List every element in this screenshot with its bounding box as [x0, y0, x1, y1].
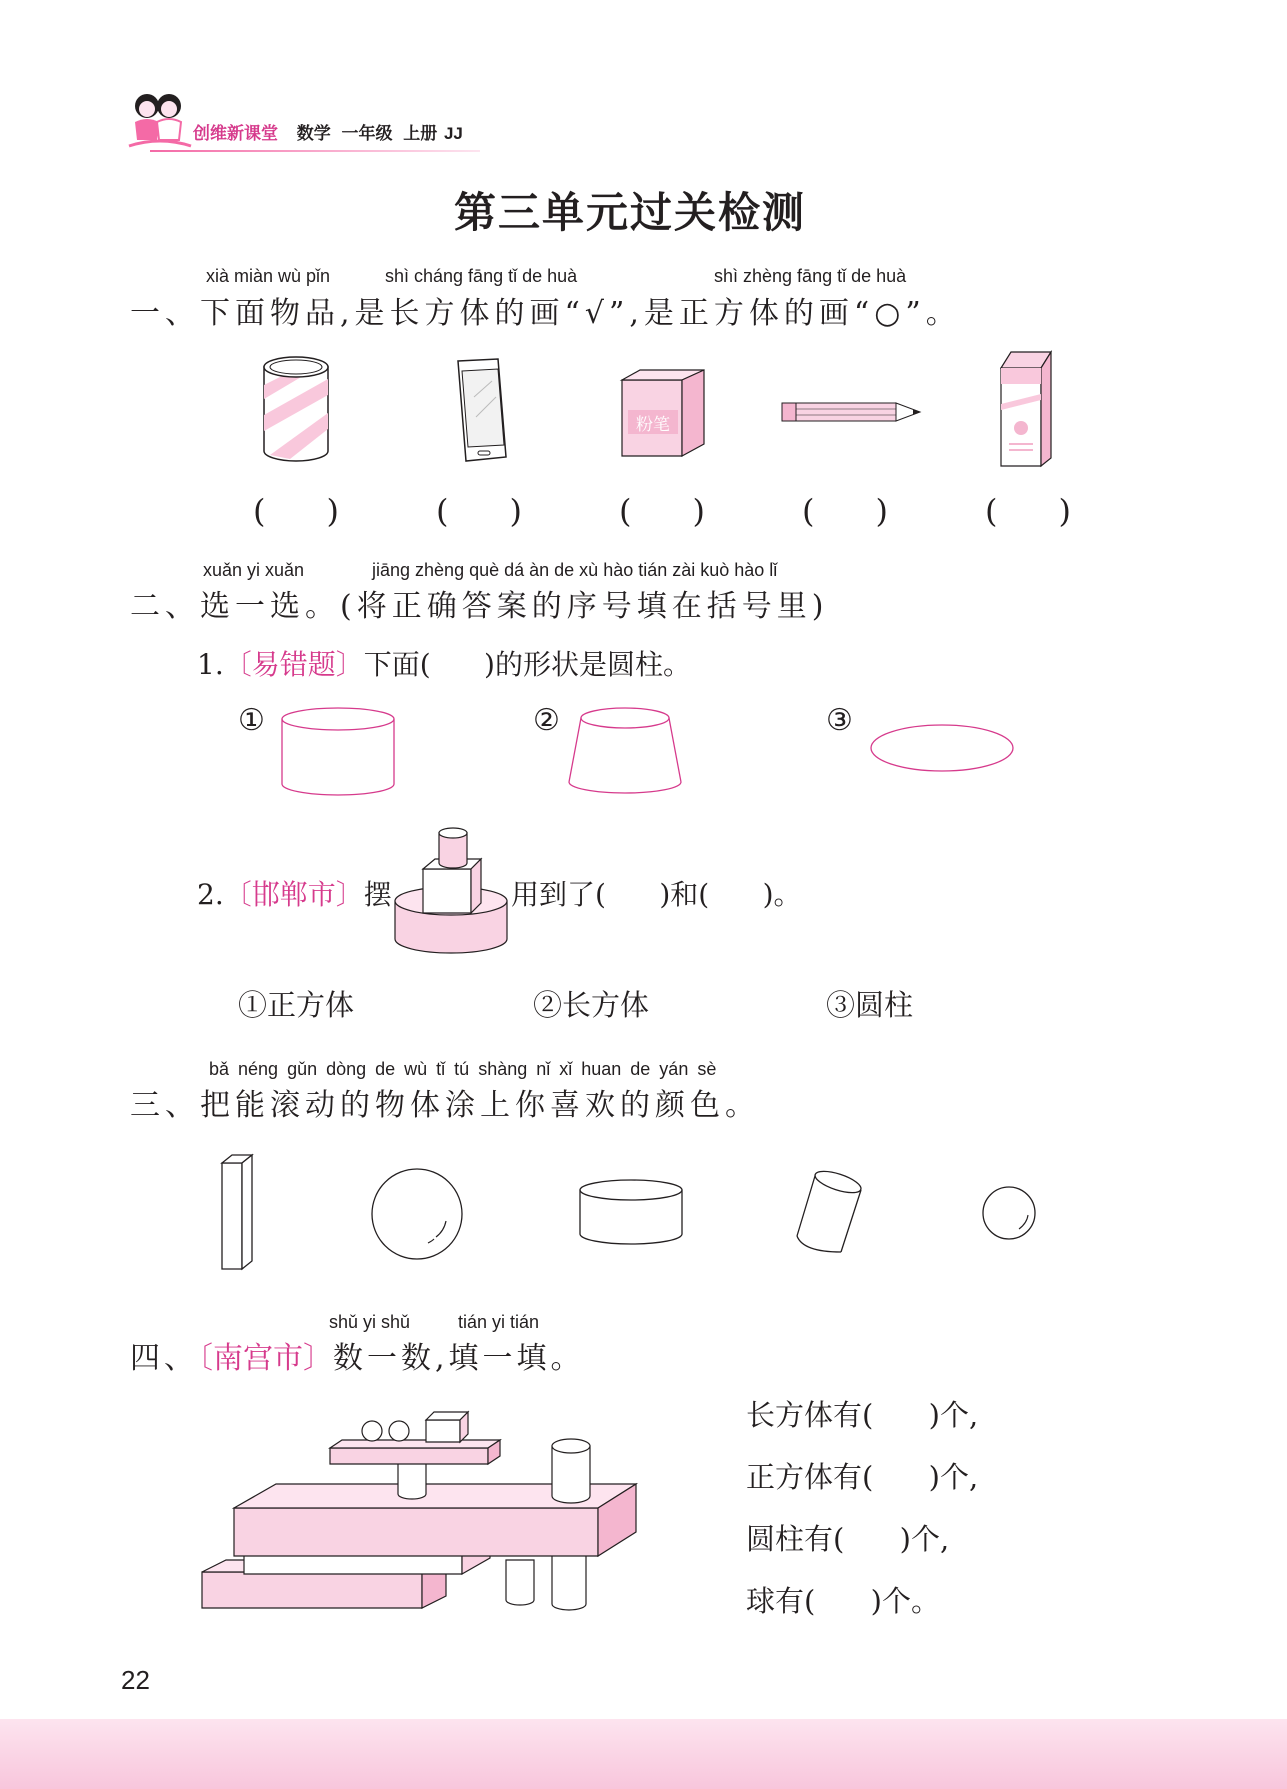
pinyin: shì cháng fāng tǐ de huà — [385, 266, 578, 286]
answer-blank[interactable]: ( ) — [802, 492, 888, 530]
volume: 上册 — [403, 124, 438, 143]
tag-label: 〔南宫市〕 — [198, 1341, 333, 1376]
option-cube: ①正方体 — [238, 988, 355, 1022]
brand-name: 创维新课堂 — [193, 124, 278, 143]
pinyin: shì zhèng fāng tǐ de huà — [714, 266, 907, 286]
grade: 一年级 — [341, 124, 393, 143]
question-4-text — [130, 1333, 585, 1377]
pencil-icon — [780, 397, 925, 427]
question-2-text: 二、选一选。(将正确答案的序号填在括号里) — [130, 589, 829, 624]
answer-blank[interactable]: ( ) — [619, 492, 705, 530]
milk-carton-icon — [997, 348, 1057, 468]
can-icon — [260, 355, 332, 465]
option-cylinder: ③圆柱 — [826, 988, 914, 1022]
small-ball-shape[interactable] — [981, 1185, 1037, 1241]
page-title: 第三单元过关检测 — [453, 189, 806, 236]
pinyin: jiāng zhèng què dá àn de xù hào tián zài kuò hào lǐ — [372, 560, 778, 580]
tag-label: 〔邯郸市〕 — [223, 878, 364, 911]
sub-question-text: 用到了( )和( )。 — [511, 878, 802, 911]
answer-blank[interactable]: ( ) — [253, 492, 339, 530]
sub-question-2 — [197, 873, 392, 913]
sub-question-1 — [197, 643, 691, 683]
subject: 数学 — [296, 124, 331, 143]
cylinder-shape — [280, 706, 396, 798]
instruction: 数一数,填一填。 — [333, 1341, 585, 1376]
pinyin: xià miàn wù pǐn — [206, 266, 331, 286]
cube-count-blank[interactable]: 正方体有( )个, — [746, 1460, 979, 1494]
question-prefix: 四、 — [130, 1341, 198, 1376]
kids-logo-icon — [125, 88, 195, 152]
cylinder-count-blank[interactable]: 圆柱有( )个, — [746, 1522, 950, 1556]
chalk-label: 粉笔 — [636, 415, 670, 435]
pinyin: shǔ yi shǔ — [329, 1312, 411, 1332]
sub-question-text: 下面( )的形状是圆柱。 — [363, 648, 691, 681]
stacked-shapes-icon — [393, 825, 509, 957]
pinyin: xuǎn yi xuǎn — [203, 560, 305, 580]
ellipse-shape — [868, 723, 1016, 773]
option-label: ② — [533, 703, 560, 738]
sphere-count-blank[interactable]: 球有( )个。 — [746, 1584, 940, 1618]
question-3-text: 三、把能滚动的物体涂上你喜欢的颜色。 — [130, 1088, 760, 1123]
sub-question-text: 摆 — [363, 878, 392, 911]
option-label: ③ — [826, 703, 853, 738]
pinyin: tián yi tián — [458, 1312, 540, 1332]
tag-label: 〔易错题〕 — [223, 648, 364, 681]
sub-number: 1. — [197, 648, 224, 681]
sub-number: 2. — [197, 878, 224, 911]
frustum-shape — [565, 706, 685, 796]
answer-blank[interactable]: ( ) — [985, 492, 1071, 530]
building-block-structure — [200, 1402, 645, 1612]
pinyin: bǎ néng gǔn dòng de wù tǐ tú shàng nǐ xǐ huan de yán sè — [209, 1059, 717, 1079]
phone-icon — [452, 357, 512, 465]
edition: JJ — [443, 124, 463, 143]
header-rule — [150, 150, 480, 152]
answer-blank[interactable]: ( ) — [436, 492, 522, 530]
ball-shape[interactable] — [370, 1167, 464, 1261]
page-number: 22 — [121, 1665, 150, 1695]
chalk-box-icon — [620, 368, 710, 458]
cuboid-count-blank[interactable]: 长方体有( )个, — [746, 1398, 979, 1432]
rectangular-prism-shape[interactable] — [220, 1153, 256, 1271]
tilted-cylinder-shape[interactable] — [793, 1168, 869, 1254]
cylinder-shape[interactable] — [578, 1178, 684, 1248]
question-1-text: 一、下面物品,是长方体的画“√”,是正方体的画“○”。 — [130, 296, 961, 331]
option-cuboid: ②长方体 — [533, 988, 650, 1022]
option-label: ① — [238, 703, 265, 738]
footer-band — [0, 1719, 1287, 1789]
